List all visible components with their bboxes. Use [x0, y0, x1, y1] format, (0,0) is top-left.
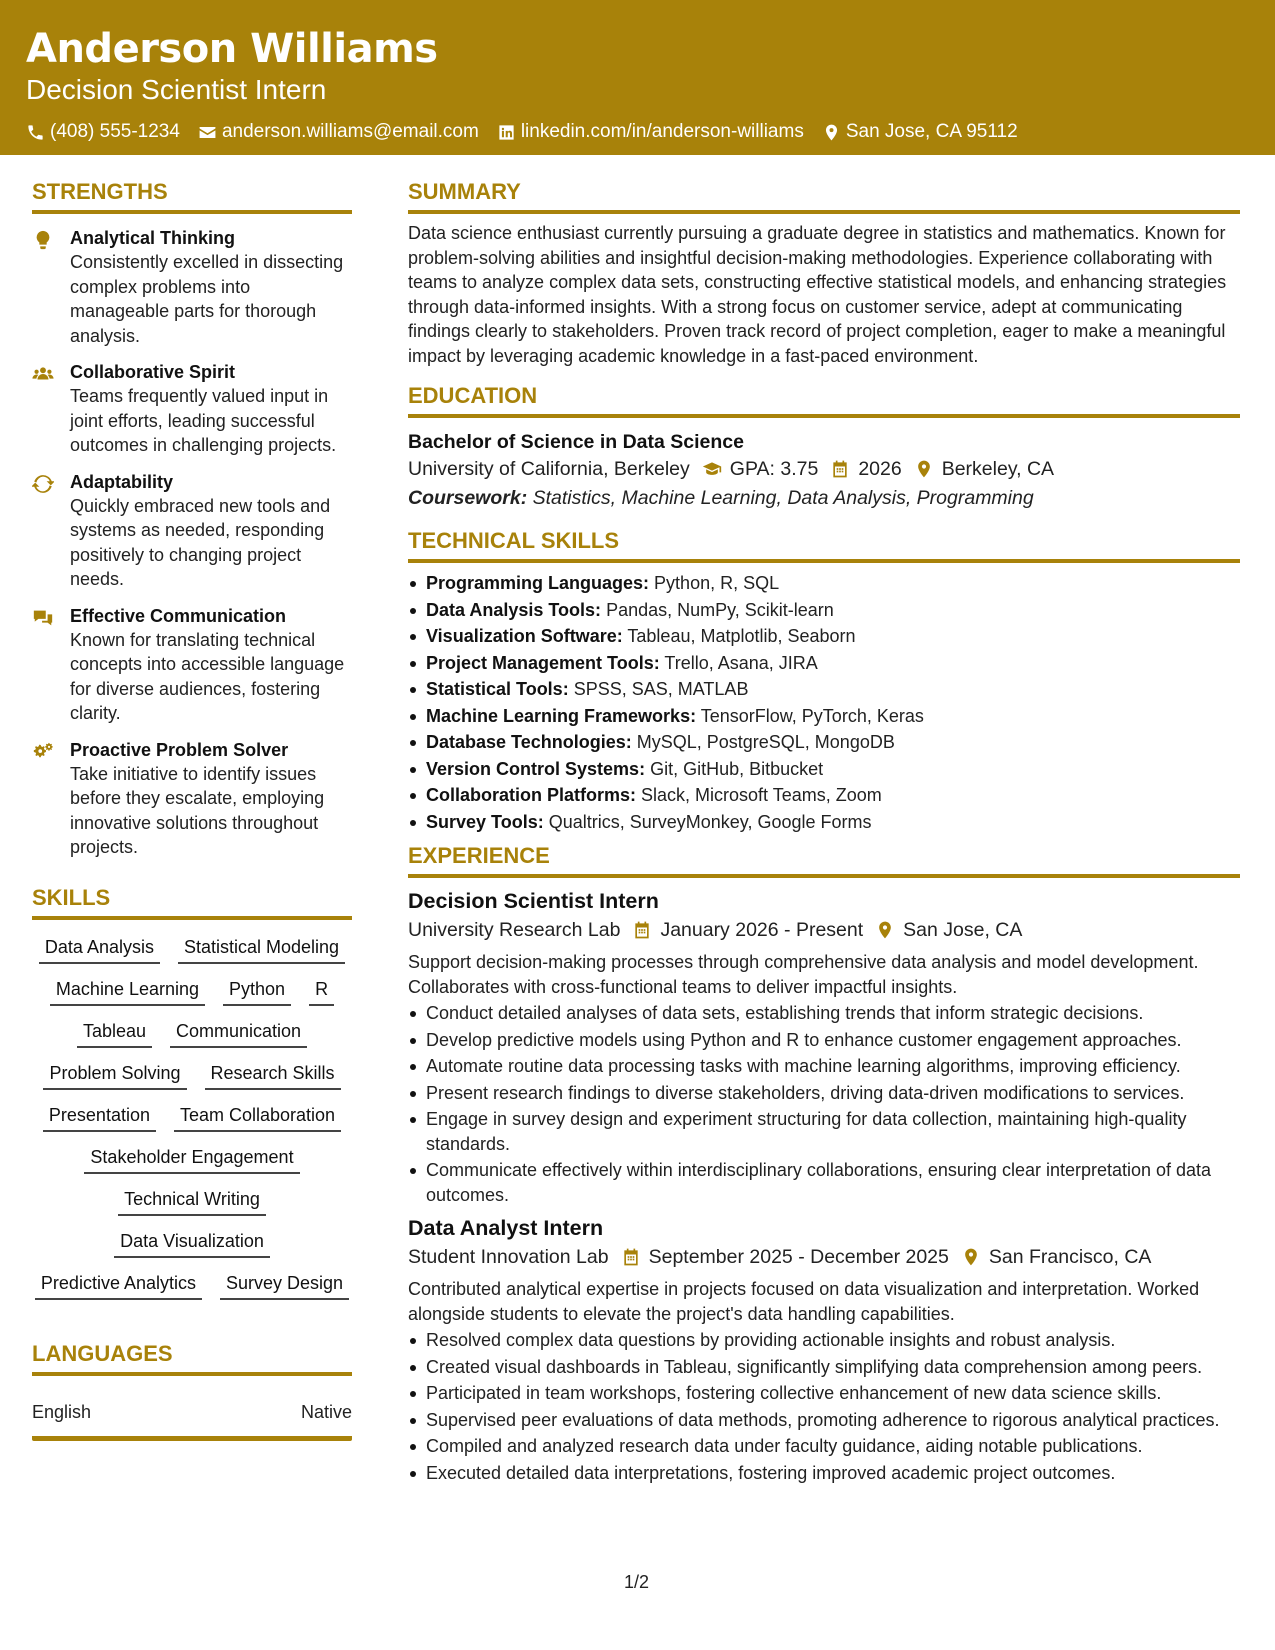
- skill-tag: R: [309, 976, 334, 1006]
- comments-icon: [32, 607, 54, 629]
- strength-title: Analytical Thinking: [70, 228, 236, 248]
- skill-tag: Stakeholder Engagement: [84, 1144, 299, 1174]
- skill-value: TensorFlow, PyTorch, Keras: [700, 705, 924, 726]
- list-item: Resolved complex data questions by providing actionable insights and robust analysis.: [408, 1328, 1240, 1353]
- summary-heading: SUMMARY: [408, 178, 1240, 214]
- job-location: San Francisco, CA: [988, 1246, 1152, 1268]
- job-dates: January 2026 - Present: [660, 919, 864, 941]
- skill-tag: Data Analysis: [39, 934, 160, 964]
- skill-label: Version Control Systems:: [426, 758, 646, 779]
- skill-value: SPSS, SAS, MATLAB: [573, 679, 749, 699]
- list-item: Automate routine data processing tasks with machine learning algorithms, improving efficiency.: [408, 1054, 1240, 1079]
- list-item: Communicate effectively within interdisciplinary collaborations, ensuring clear interpretation of data outcomes.: [408, 1158, 1240, 1207]
- skill-value: Tableau, Matplotlib, Seaborn: [627, 626, 856, 646]
- gpa-text: GPA: 3.75: [729, 458, 819, 480]
- strength-desc: Teams frequently valued input in joint efforts, leading successful outcomes in challenging projects.: [70, 386, 337, 455]
- list-item: [408, 704, 1240, 729]
- degree-title: Bachelor of Science in Data Science: [408, 431, 744, 453]
- job-bullets: [408, 1328, 1240, 1485]
- cogs-icon: [32, 741, 54, 763]
- technical-skills-heading: TECHNICAL SKILLS: [408, 527, 1240, 563]
- contact-phone: [26, 120, 180, 144]
- skill-tag: Data Visualization: [114, 1228, 270, 1258]
- list-item: [408, 677, 1240, 702]
- strength-desc: Consistently excelled in dissecting complex problems into manageable parts for thorough analysis.: [70, 252, 344, 346]
- list-item: Participated in team workshops, fostering collective enhancement of new data science skills.: [408, 1381, 1240, 1406]
- language-name: English: [32, 1401, 92, 1422]
- skill-tag: Tableau: [77, 1018, 152, 1048]
- contact-location: [822, 120, 1018, 144]
- page-number: 1/2: [624, 1572, 650, 1592]
- list-item: Supervised peer evaluations of data methods, promoting adherence to rigorous analytical practices.: [408, 1408, 1240, 1433]
- skill-label: Collaboration Platforms:: [426, 785, 637, 805]
- job-dates: September 2025 - December 2025: [648, 1246, 949, 1268]
- list-item: Executed detailed data interpretations, fostering improved academic project outcomes.: [408, 1461, 1240, 1486]
- location-text: San Jose, CA 95112: [845, 121, 1018, 142]
- users-icon: [32, 363, 54, 385]
- map-marker-icon: [961, 1247, 981, 1267]
- list-item: [408, 810, 1240, 835]
- job-bullets: [408, 1001, 1240, 1207]
- calendar-icon: [632, 920, 652, 940]
- skill-tag: Research Skills: [205, 1060, 341, 1090]
- coursework-text: Statistics, Machine Learning, Data Analysis, Programming: [532, 487, 1034, 509]
- list-item: [408, 598, 1240, 623]
- coursework-label: Coursework:: [408, 487, 528, 509]
- skill-label: Programming Languages:: [426, 573, 650, 593]
- list-item: [408, 571, 1240, 596]
- skill-tag: Predictive Analytics: [35, 1270, 202, 1300]
- summary-text: Data science enthusiast currently pursuing a graduate degree in statistics and mathematics. Known for problem-solving abilities and insightful decision-making methodologies. Experience collaborating with teams to analyze complex data sets, constructing effective statistical models, and enhancing strategies through data-informed insights. With a strong focus on customer service, adept at communicating findings clearly to stakeholders. Proven track record of project completion, eager to make a meaningful impact by leveraging academic knowledge in a fast-paced environment.: [408, 223, 1227, 366]
- job-description: Contributed analytical expertise in projects focused on data visualization and interpretation. Worked alongside students to elevate the project's data handling capabilities.: [408, 1279, 1200, 1324]
- job-meta: [408, 1243, 1240, 1271]
- skill-value: Git, GitHub, Bitbucket: [650, 758, 824, 779]
- linkedin-icon: [497, 123, 516, 142]
- job-entry: [408, 886, 1240, 1207]
- skill-tag: Team Collaboration: [174, 1102, 341, 1132]
- skill-label: Survey Tools:: [426, 811, 544, 832]
- map-marker-icon: [914, 459, 934, 479]
- calendar-icon: [830, 459, 850, 479]
- skills-heading: SKILLS: [32, 884, 352, 920]
- list-item: Present research findings to diverse stakeholders, driving data-driven modifications to services.: [408, 1081, 1240, 1106]
- skill-label: Project Management Tools:: [426, 652, 660, 673]
- sync-icon: [32, 473, 54, 495]
- strength-item: [32, 470, 352, 592]
- contact-email[interactable]: [198, 120, 479, 144]
- skill-tag: Presentation: [43, 1102, 156, 1132]
- strength-title: Collaborative Spirit: [70, 362, 236, 382]
- skill-tag: Python: [223, 976, 291, 1006]
- skill-label: Statistical Tools:: [426, 679, 569, 699]
- list-item: Compiled and analyzed research data under faculty guidance, aiding notable publications.: [408, 1434, 1240, 1459]
- coursework-line: [408, 483, 1240, 513]
- linkedin-text[interactable]: linkedin.com/in/anderson-williams: [520, 121, 804, 142]
- job-location: San Jose, CA: [903, 919, 1023, 941]
- list-item: [408, 757, 1240, 782]
- education-heading: EDUCATION: [408, 382, 1240, 418]
- education-meta: [408, 455, 1240, 483]
- map-marker-icon: [822, 123, 841, 142]
- list-item: Created visual dashboards in Tableau, significantly simplifying data comprehension among peers.: [408, 1355, 1240, 1380]
- list-item: [408, 651, 1240, 676]
- strength-title: Adaptability: [70, 471, 174, 492]
- strength-title: Effective Communication: [70, 605, 287, 626]
- left-column: [32, 178, 352, 1441]
- skill-value: MySQL, PostgreSQL, MongoDB: [636, 732, 895, 752]
- list-item: Develop predictive models using Python and R to enhance customer engagement approaches.: [408, 1028, 1240, 1053]
- strength-item: [32, 738, 352, 860]
- skill-label: Machine Learning Frameworks:: [426, 705, 697, 726]
- skill-value: Python, R, SQL: [654, 573, 780, 593]
- skill-label: Visualization Software:: [426, 626, 623, 646]
- skill-tag: Machine Learning: [50, 976, 205, 1006]
- strengths-heading: STRENGTHS: [32, 178, 352, 214]
- phone-text: (408) 555-1234: [50, 121, 180, 142]
- strength-item: [32, 226, 352, 348]
- calendar-icon: [621, 1247, 641, 1267]
- job-title: Data Analyst Intern: [408, 1216, 604, 1240]
- skill-tag: Statistical Modeling: [178, 934, 345, 964]
- strength-desc: Known for translating technical concepts into accessible language for diverse audiences, fostering clarity.: [70, 629, 345, 723]
- graduation-year: 2026: [858, 458, 902, 480]
- experience-heading: EXPERIENCE: [408, 842, 1240, 878]
- email-text[interactable]: anderson.williams@email.com: [221, 121, 479, 142]
- job-description: Support decision-making processes through comprehensive data analysis and model development. Collaborates with cross-functional teams to deliver impactful insights.: [408, 952, 1199, 997]
- job-title: Decision Scientist Intern: [408, 889, 659, 913]
- strength-item: [32, 604, 352, 726]
- right-column: [408, 178, 1240, 1487]
- skill-value: Qualtrics, SurveyMonkey, Google Forms: [548, 811, 872, 832]
- list-item: Conduct detailed analyses of data sets, establishing trends that inform strategic decisions.: [408, 1001, 1240, 1026]
- skill-tag: Technical Writing: [118, 1186, 266, 1216]
- language-level: Native: [300, 1401, 352, 1422]
- list-item: [408, 783, 1240, 808]
- list-item: [408, 624, 1240, 649]
- job-entry: [408, 1213, 1240, 1485]
- envelope-icon: [198, 123, 217, 142]
- phone-icon: [26, 123, 45, 142]
- candidate-name: Anderson Williams: [26, 26, 438, 72]
- strength-desc: Take initiative to identify issues before they escalate, employing innovative solutions throughout projects.: [70, 763, 325, 857]
- skill-tag: Survey Design: [220, 1270, 349, 1300]
- list-item: Engage in survey design and experiment structuring for data collection, maintaining high-quality standards.: [408, 1107, 1240, 1156]
- job-org: University Research Lab: [408, 919, 621, 941]
- skill-tag: Communication: [170, 1018, 307, 1048]
- education-location: Berkeley, CA: [941, 458, 1055, 480]
- technical-skills-list: [408, 571, 1240, 834]
- school-name: University of California, Berkeley: [408, 458, 690, 480]
- graduation-cap-icon: [702, 459, 722, 479]
- skill-label: Data Analysis Tools:: [426, 599, 602, 620]
- skills-list: [32, 934, 352, 1300]
- strength-item: [32, 360, 352, 458]
- skill-value: Slack, Microsoft Teams, Zoom: [641, 785, 882, 805]
- resume-header: [0, 0, 1275, 155]
- candidate-role: Decision Scientist Intern: [26, 74, 327, 105]
- skill-value: Pandas, NumPy, Scikit-learn: [606, 599, 834, 620]
- list-item: [408, 730, 1240, 755]
- skill-label: Database Technologies:: [426, 732, 632, 752]
- skill-value: Trello, Asana, JIRA: [664, 652, 818, 673]
- skill-tag: Problem Solving: [43, 1060, 186, 1090]
- job-meta: [408, 916, 1240, 944]
- lightbulb-icon: [32, 229, 54, 251]
- languages-heading: LANGUAGES: [32, 1340, 352, 1376]
- language-row: [32, 1400, 352, 1441]
- strength-title: Proactive Problem Solver: [70, 739, 289, 760]
- map-marker-icon: [875, 920, 895, 940]
- job-org: Student Innovation Lab: [408, 1246, 609, 1268]
- contact-linkedin[interactable]: [497, 120, 804, 144]
- contact-bar: [26, 120, 1249, 144]
- strength-desc: Quickly embraced new tools and systems as needed, responding positively to changing project needs.: [70, 495, 331, 589]
